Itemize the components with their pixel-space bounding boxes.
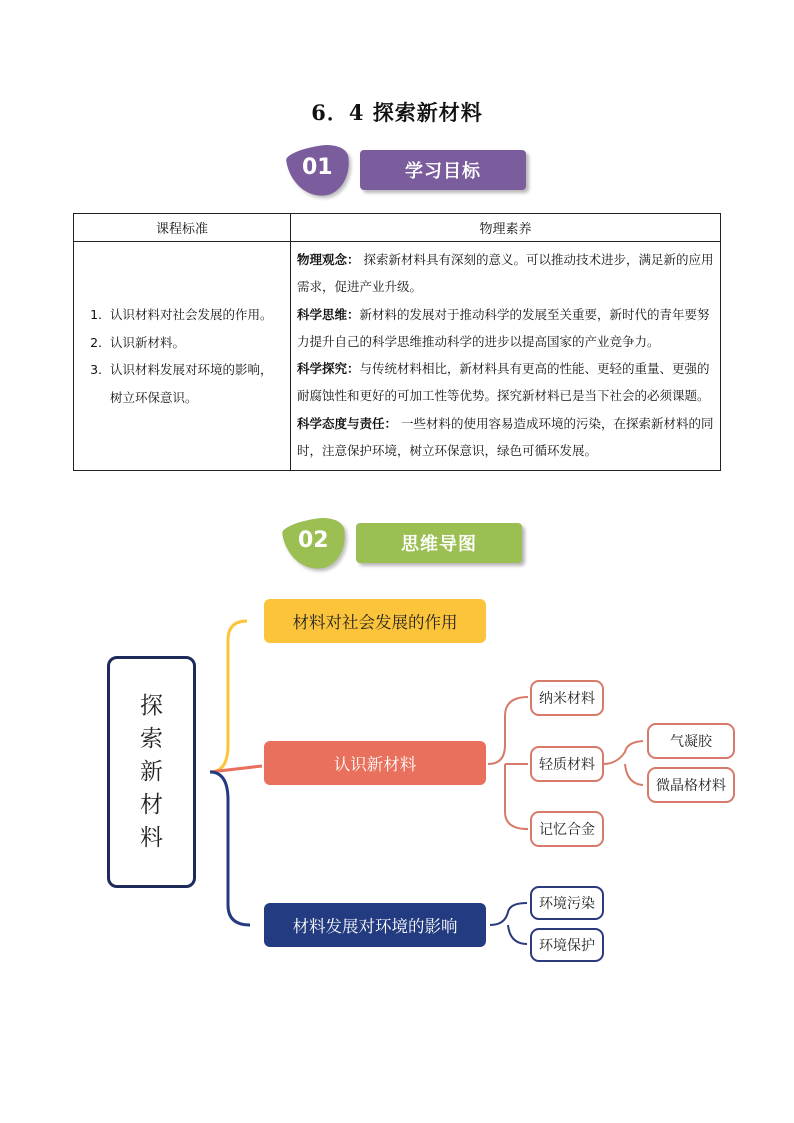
badge-number: 02 [298, 528, 329, 553]
section-title: 思维导图 [356, 523, 522, 563]
root-char: 料 [140, 824, 163, 851]
literacy-tag: 科学思维： [297, 306, 360, 322]
leaf-microlattice: 微晶格材料 [647, 767, 735, 803]
leaf-aerogel: 气凝胶 [647, 723, 735, 759]
list-item: 3. 认识材料发展对环境的影响，树立环保意识。 [106, 356, 284, 411]
table-header: 课程标准 [74, 214, 291, 242]
leaf-light-materials: 轻质材料 [530, 746, 604, 782]
branch-environment-impact: 材料发展对环境的影响 [264, 903, 486, 947]
root-char: 探 [140, 692, 163, 719]
root-char: 材 [140, 791, 163, 818]
connector-environment [490, 903, 527, 944]
leaf-nano-materials: 纳米材料 [530, 680, 604, 716]
table-header: 物理素养 [291, 214, 721, 242]
connector-navy [210, 772, 250, 925]
leaf-pollution: 环境污染 [530, 886, 604, 920]
leaf-protection: 环境保护 [530, 928, 604, 962]
literacy-text: 探索新材料具有深刻的意义。可以推动技术进步，满足新的应用需求，促进产业升级。 [297, 252, 714, 295]
root-char: 索 [140, 725, 163, 752]
root-char: 新 [140, 758, 163, 785]
branch-social-role: 材料对社会发展的作用 [264, 599, 486, 643]
connector-light-materials [603, 741, 643, 785]
literacy-text: 新材料的发展对于推动科学的发展至关重要，新时代的青年要努力提升自己的科学思维推动科学的进步以提高国家的产业竞争力。 [297, 306, 710, 349]
literacy-tag: 科学探究： [297, 361, 360, 377]
literacy-tag: 科学态度与责任： [297, 415, 398, 431]
literacy-text: 与传统材料相比，新材料具有更高的性能、更轻的重量、更强的耐腐蚀性和更好的可加工性等优势。探究新材料已是当下社会的必须课题。 [297, 361, 710, 404]
connector-yellow [210, 621, 247, 772]
literacy-tag: 物理观念： [297, 252, 360, 267]
branch-new-materials: 认识新材料 [264, 741, 486, 785]
literacy-text: 一些材料的使用容易造成环境的污染，在探索新材料的同时，注意保护环境，树立环保意识，绿色可循环发展。 [297, 415, 714, 459]
list-item: 2. 认识新材料。 [106, 329, 284, 357]
section-title: 学习目标 [360, 150, 526, 190]
connector-new-materials [488, 697, 528, 829]
badge-number: 01 [302, 155, 333, 180]
leaf-memory-alloy: 记忆合金 [530, 811, 604, 847]
list-item: 1. 认识材料对社会发展的作用。 [106, 301, 284, 329]
page-title: 6．4 探索新材料 [311, 100, 483, 125]
mindmap-root [107, 656, 196, 888]
